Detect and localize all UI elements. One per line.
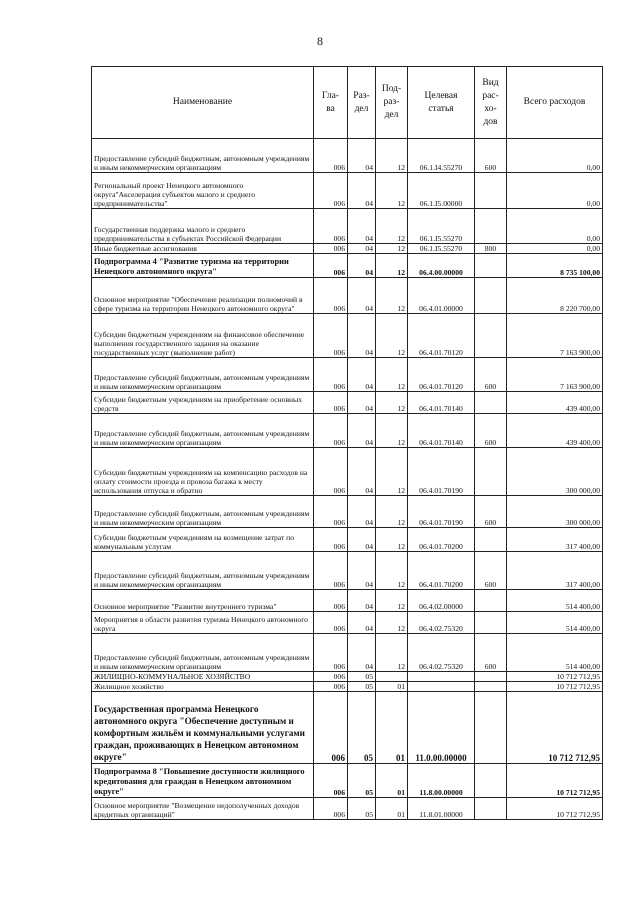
cell-glava: 006 — [314, 414, 348, 448]
cell-glava: 006 — [314, 392, 348, 414]
cell-target: 06.4.01.70140 — [408, 392, 475, 414]
cell-total: 514 400,00 — [507, 612, 603, 634]
cell-target: 11.0.00.00000 — [408, 692, 475, 764]
cell-name: Подпрограмма 4 "Развитие туризма на территории Ненецкого автономного округа" — [92, 254, 314, 278]
cell-podrazdel: 12 — [376, 278, 408, 314]
cell-name: Подпрограмма 8 "Повышение доступности жилищного кредитования для граждан в Ненецком автономном округе" — [92, 764, 314, 798]
cell-total: 8 735 100,00 — [507, 254, 603, 278]
table-row — [92, 209, 603, 244]
table-row — [92, 634, 603, 672]
table-row — [92, 590, 603, 612]
cell-vid — [475, 314, 507, 358]
cell-podrazdel: 12 — [376, 612, 408, 634]
cell-glava: 006 — [314, 612, 348, 634]
cell-glava: 006 — [314, 496, 348, 528]
cell-vid: 600 — [475, 496, 507, 528]
cell-name: Основное мероприятие "Развитие внутреннего туризма" — [92, 590, 314, 612]
cell-target — [408, 672, 475, 682]
table-row — [92, 358, 603, 392]
cell-total: 0,00 — [507, 209, 603, 244]
cell-target: 06.1.I5.00000 — [408, 173, 475, 209]
cell-glava: 006 — [314, 448, 348, 496]
table-row — [92, 173, 603, 209]
cell-vid: 600 — [475, 414, 507, 448]
cell-glava: 006 — [314, 314, 348, 358]
table-row — [92, 552, 603, 590]
cell-target: 06.1.I4.55270 — [408, 139, 475, 173]
header-glava: Гла- ва — [314, 67, 348, 139]
cell-name: Субсидии бюджетным учреждениям на компенсацию расходов на оплату стоимости проезда и провоза багажа к месту использования отпуска и обратно — [92, 448, 314, 496]
cell-name: Субсидии бюджетным учреждениям на возмещение затрат по коммунальным услугам — [92, 528, 314, 552]
cell-podrazdel: 12 — [376, 139, 408, 173]
cell-name: Основное мероприятие "Обеспечение реализации полномочий в сфере туризма на территории Ненецкого автономного округа" — [92, 278, 314, 314]
cell-podrazdel: 12 — [376, 552, 408, 590]
cell-glava: 006 — [314, 634, 348, 672]
cell-vid: 600 — [475, 358, 507, 392]
cell-vid — [475, 448, 507, 496]
cell-glava: 006 — [314, 590, 348, 612]
cell-podrazdel: 12 — [376, 448, 408, 496]
cell-podrazdel: 12 — [376, 392, 408, 414]
cell-razdel: 04 — [348, 448, 376, 496]
cell-vid — [475, 692, 507, 764]
cell-podrazdel: 01 — [376, 692, 408, 764]
cell-razdel: 04 — [348, 254, 376, 278]
table-row — [92, 448, 603, 496]
table-body — [92, 139, 603, 820]
cell-vid — [475, 798, 507, 820]
cell-total: 300 000,00 — [507, 448, 603, 496]
cell-target: 06.4.01.70190 — [408, 448, 475, 496]
table-row — [92, 244, 603, 254]
cell-razdel: 04 — [348, 358, 376, 392]
table-row — [92, 798, 603, 820]
cell-glava: 006 — [314, 552, 348, 590]
cell-razdel: 04 — [348, 496, 376, 528]
cell-razdel: 04 — [348, 590, 376, 612]
cell-glava: 006 — [314, 528, 348, 552]
cell-total: 8 220 700,00 — [507, 278, 603, 314]
cell-razdel: 04 — [348, 314, 376, 358]
cell-name: Жилищное хозяйство — [92, 682, 314, 692]
cell-total: 10 712 712,95 — [507, 682, 603, 692]
cell-vid — [475, 672, 507, 682]
cell-target: 06.4.01.70120 — [408, 314, 475, 358]
cell-razdel: 04 — [348, 634, 376, 672]
cell-glava: 006 — [314, 278, 348, 314]
cell-razdel: 05 — [348, 798, 376, 820]
cell-razdel: 04 — [348, 392, 376, 414]
cell-name: Государственная поддержка малого и среднего предпринимательства в субъектах Российской Федерации — [92, 209, 314, 244]
cell-podrazdel: 01 — [376, 764, 408, 798]
cell-name: Основное мероприятие "Возмещение недополученных доходов кредитных организаций" — [92, 798, 314, 820]
cell-vid — [475, 682, 507, 692]
cell-podrazdel: 12 — [376, 173, 408, 209]
cell-total: 0,00 — [507, 244, 603, 254]
cell-vid — [475, 278, 507, 314]
table-row — [92, 764, 603, 798]
cell-target: 11.8.01.00000 — [408, 798, 475, 820]
cell-name: Предоставление субсидий бюджетным, автономным учреждениям и иным некоммерческим организациям — [92, 139, 314, 173]
table-header-row — [92, 67, 603, 139]
table-row — [92, 496, 603, 528]
cell-total: 317 400,00 — [507, 528, 603, 552]
table-row — [92, 682, 603, 692]
cell-total: 7 163 900,00 — [507, 314, 603, 358]
cell-target — [408, 682, 475, 692]
cell-razdel: 04 — [348, 209, 376, 244]
table-row — [92, 672, 603, 682]
cell-razdel: 04 — [348, 139, 376, 173]
cell-vid: 800 — [475, 244, 507, 254]
cell-target: 06.4.01.70140 — [408, 414, 475, 448]
cell-glava: 006 — [314, 358, 348, 392]
cell-glava: 006 — [314, 139, 348, 173]
cell-target: 06.4.02.75320 — [408, 634, 475, 672]
cell-razdel: 05 — [348, 672, 376, 682]
cell-target: 06.4.01.70190 — [408, 496, 475, 528]
cell-vid: 600 — [475, 552, 507, 590]
cell-vid — [475, 254, 507, 278]
cell-razdel: 05 — [348, 682, 376, 692]
cell-vid — [475, 612, 507, 634]
cell-total: 10 712 712,95 — [507, 692, 603, 764]
page-number: 8 — [317, 34, 323, 48]
cell-target: 06.4.00.00000 — [408, 254, 475, 278]
cell-razdel: 04 — [348, 278, 376, 314]
cell-podrazdel: 12 — [376, 358, 408, 392]
cell-podrazdel: 12 — [376, 528, 408, 552]
cell-total: 0,00 — [507, 139, 603, 173]
cell-podrazdel: 12 — [376, 254, 408, 278]
cell-podrazdel: 12 — [376, 496, 408, 528]
table-row — [92, 528, 603, 552]
cell-razdel: 04 — [348, 244, 376, 254]
cell-glava: 006 — [314, 672, 348, 682]
header-vid: Вид рас- хо- дов — [475, 67, 507, 139]
cell-razdel: 04 — [348, 528, 376, 552]
cell-total: 10 712 712,95 — [507, 764, 603, 798]
cell-name: Государственная программа Ненецкого автономного округа "Обеспечение доступным и комфортным жильём и коммунальными услугами граждан, проживающих в Ненецком автономном округе" — [92, 692, 314, 764]
header-total: Всего расходов — [507, 67, 603, 139]
cell-name: Субсидии бюджетным учреждениям на финансовое обеспечение выполнения государственного задания на оказание государственных услуг (выполнение работ) — [92, 314, 314, 358]
cell-total: 300 000,00 — [507, 496, 603, 528]
cell-total: 514 400,00 — [507, 590, 603, 612]
cell-glava: 006 — [314, 244, 348, 254]
table-row — [92, 692, 603, 764]
cell-name: Предоставление субсидий бюджетным, автономным учреждениям и иным некоммерческим организациям — [92, 358, 314, 392]
cell-podrazdel: 12 — [376, 414, 408, 448]
table-row — [92, 414, 603, 448]
cell-total: 10 712 712,95 — [507, 672, 603, 682]
table-row — [92, 392, 603, 414]
cell-target: 06.4.02.00000 — [408, 590, 475, 612]
cell-target: 06.4.01.70120 — [408, 358, 475, 392]
cell-name: Субсидии бюджетным учреждениям на приобретение основных средств — [92, 392, 314, 414]
cell-vid — [475, 392, 507, 414]
cell-podrazdel: 12 — [376, 634, 408, 672]
cell-name: ЖИЛИЩНО-КОММУНАЛЬНОЕ ХОЗЯЙСТВО — [92, 672, 314, 682]
cell-target: 06.1.I5.55270 — [408, 244, 475, 254]
cell-name: Региональный проект Ненецкого автономного округа"Акселерация субъектов малого и среднего предпринимательства" — [92, 173, 314, 209]
header-name: Наименование — [92, 67, 314, 139]
cell-target: 06.4.01.70200 — [408, 552, 475, 590]
cell-total: 514 400,00 — [507, 634, 603, 672]
cell-target: 06.1.I5.55270 — [408, 209, 475, 244]
header-podrazdel: Под- раз- дел — [376, 67, 408, 139]
cell-podrazdel: 01 — [376, 798, 408, 820]
cell-total: 7 163 900,00 — [507, 358, 603, 392]
table-row — [92, 314, 603, 358]
cell-razdel: 05 — [348, 764, 376, 798]
table-row — [92, 278, 603, 314]
cell-podrazdel: 12 — [376, 590, 408, 612]
cell-glava: 006 — [314, 254, 348, 278]
cell-vid: 600 — [475, 634, 507, 672]
cell-glava: 006 — [314, 798, 348, 820]
cell-vid — [475, 209, 507, 244]
cell-glava: 006 — [314, 682, 348, 692]
header-target: Целевая статья — [408, 67, 475, 139]
table-row — [92, 254, 603, 278]
cell-vid — [475, 173, 507, 209]
cell-glava: 006 — [314, 209, 348, 244]
cell-podrazdel: 12 — [376, 314, 408, 358]
cell-total: 317 400,00 — [507, 552, 603, 590]
cell-vid: 600 — [475, 139, 507, 173]
table-row — [92, 612, 603, 634]
cell-total: 439 400,00 — [507, 392, 603, 414]
cell-target: 06.4.02.75320 — [408, 612, 475, 634]
cell-total: 0,00 — [507, 173, 603, 209]
cell-glava: 006 — [314, 173, 348, 209]
budget-table — [91, 66, 603, 820]
cell-total: 439 400,00 — [507, 414, 603, 448]
cell-podrazdel — [376, 672, 408, 682]
cell-name: Предоставление субсидий бюджетным, автономным учреждениям и иным некоммерческим организациям — [92, 414, 314, 448]
cell-razdel: 04 — [348, 552, 376, 590]
cell-razdel: 05 — [348, 692, 376, 764]
cell-target: 06.4.01.00000 — [408, 278, 475, 314]
cell-podrazdel: 12 — [376, 244, 408, 254]
cell-name: Предоставление субсидий бюджетным, автономным учреждениям и иным некоммерческим организациям — [92, 634, 314, 672]
cell-target: 06.4.01.70200 — [408, 528, 475, 552]
cell-name: Предоставление субсидий бюджетным, автономным учреждениям и иным некоммерческим организациям — [92, 496, 314, 528]
cell-razdel: 04 — [348, 612, 376, 634]
cell-vid — [475, 528, 507, 552]
cell-podrazdel: 01 — [376, 682, 408, 692]
cell-target: 11.8.00.00000 — [408, 764, 475, 798]
cell-glava: 006 — [314, 692, 348, 764]
cell-total: 10 712 712,95 — [507, 798, 603, 820]
cell-razdel: 04 — [348, 414, 376, 448]
cell-glava: 006 — [314, 764, 348, 798]
cell-vid — [475, 764, 507, 798]
cell-name: Предоставление субсидий бюджетным, автономным учреждениям и иным некоммерческим организациям — [92, 552, 314, 590]
cell-name: Мероприятия в области развития туризма Ненецкого автономного округа — [92, 612, 314, 634]
header-razdel: Раз- дел — [348, 67, 376, 139]
cell-name: Иные бюджетные ассигнования — [92, 244, 314, 254]
cell-vid — [475, 590, 507, 612]
table-row — [92, 139, 603, 173]
cell-razdel: 04 — [348, 173, 376, 209]
cell-podrazdel: 12 — [376, 209, 408, 244]
